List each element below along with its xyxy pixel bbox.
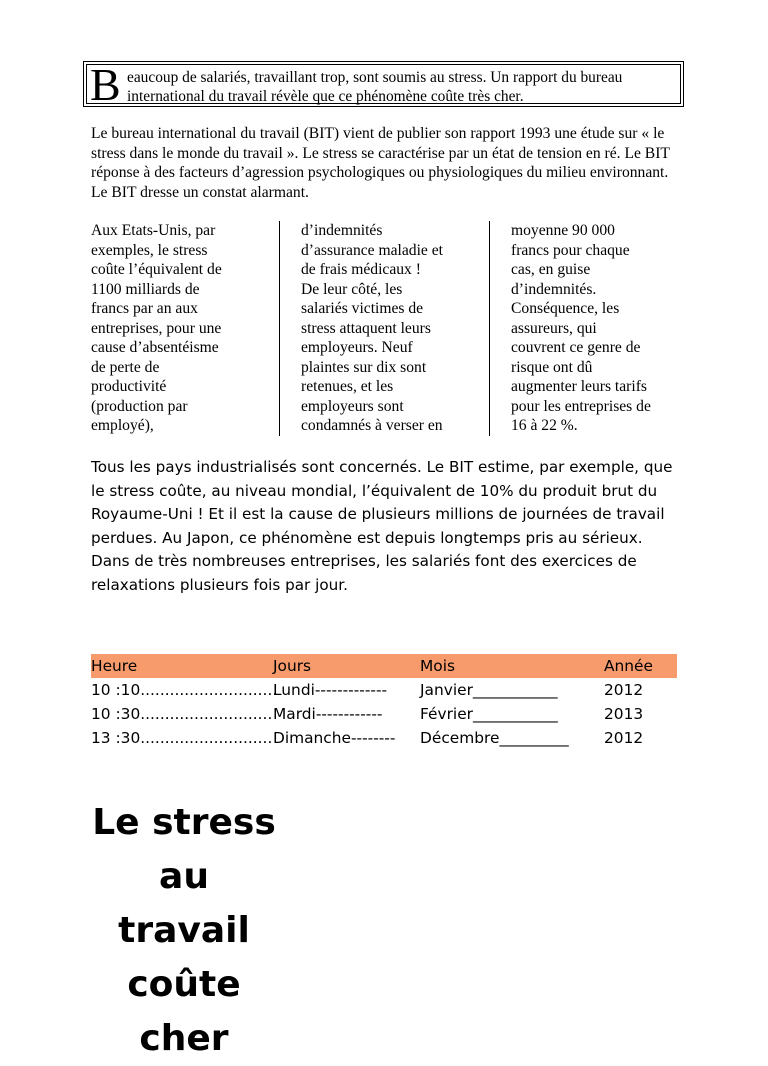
column-line: coûte l’équivalent de: [91, 261, 222, 278]
cell-mois: Décembre_________: [420, 729, 569, 747]
cell-heure: 13 :30...........................: [91, 729, 273, 747]
column-divider: [279, 221, 280, 436]
column-line: 1100 milliards de: [91, 280, 200, 298]
column-line: cas, en guise: [511, 261, 591, 278]
cell-mois: Février___________: [420, 705, 558, 723]
table-row: [91, 702, 677, 726]
column-line: Aux Etats-Unis, par: [91, 222, 216, 239]
column-line: couvrent ce genre de: [511, 339, 641, 356]
column-line: risque ont dû: [511, 358, 593, 376]
column-2: [301, 221, 481, 436]
column-line: (production par: [91, 397, 188, 415]
header-heure: Heure: [91, 657, 138, 675]
column-3: [511, 221, 686, 436]
page-title: [90, 796, 278, 1066]
title-line: coûte: [127, 964, 241, 1005]
column-line: productivité: [91, 378, 167, 395]
column-line: cause d’absentéisme: [91, 339, 219, 356]
column-line: plaintes sur dix sont: [301, 358, 427, 376]
column-line: exemples, le stress: [91, 241, 208, 259]
column-line: salariés victimes de: [301, 300, 424, 317]
title-line: Le stress: [92, 802, 276, 843]
column-line: employeurs. Neuf: [301, 339, 413, 356]
schedule-table: [91, 654, 677, 750]
cell-heure: 10 :10............................: [91, 681, 278, 699]
column-line: pour les entreprises de: [511, 397, 651, 415]
column-line: condamnés à verser en: [301, 417, 443, 434]
cell-mois: Janvier___________: [420, 681, 558, 699]
title-line: cher: [139, 1018, 229, 1059]
column-1: [91, 221, 271, 436]
header-annee: Année: [604, 657, 653, 675]
column-line: d’indemnités.: [511, 280, 597, 298]
column-line: moyenne 90 000: [511, 222, 615, 239]
intro-box: [83, 59, 684, 110]
column-line: francs par an aux: [91, 300, 198, 317]
title-line: au: [159, 856, 209, 897]
cell-jours: Mardi------------: [273, 705, 383, 723]
column-line: augmenter leurs tarifs: [511, 378, 647, 395]
table-row: [91, 678, 677, 702]
column-line: d’assurance maladie et: [301, 241, 444, 259]
cell-annee: 2012: [604, 681, 644, 699]
header-mois: Mois: [420, 657, 455, 675]
column-line: francs pour chaque: [511, 241, 630, 259]
column-line: employé),: [91, 417, 154, 434]
column-line: assureurs, qui: [511, 319, 597, 337]
column-line: employeurs sont: [301, 397, 404, 415]
column-divider: [489, 221, 490, 436]
column-line: d’indemnités: [301, 222, 383, 239]
column-line: 16 à 22 %.: [511, 417, 578, 434]
intro-inner-frame: [86, 59, 681, 110]
schedule-header-row: [91, 654, 677, 678]
column-line: De leur côté, les: [301, 280, 403, 298]
intro-text: eaucoup de salariés, travaillant trop, sont soumis au stress. Un rapport du bureau international du travail révèle que ce phénomène coûte très cher.: [127, 69, 623, 105]
cell-jours: Lundi-------------: [273, 681, 388, 699]
column-line: entreprises, pour une: [91, 319, 222, 337]
column-line: stress attaquent leurs: [301, 319, 431, 337]
lead-paragraph: Le bureau international du travail (BIT) vient de publier son rapport 1993 une étude sur « le stress dans le monde du travail ». Le stress se caractérise par un état de tension en ré. Le BIT réponse à des facteurs d’agression psychologiques ou physiologiques du milieu environnant. Le BIT dresse un constat alarmant.: [91, 125, 670, 201]
header-jours: Jours: [273, 657, 312, 675]
cell-annee: 2012: [604, 729, 644, 747]
column-line: de frais médicaux !: [301, 261, 421, 278]
drop-cap: B: [90, 59, 121, 110]
cell-heure: 10 :30...........................: [91, 705, 273, 723]
column-line: de perte de: [91, 358, 160, 376]
cell-jours: Dimanche--------: [273, 729, 396, 747]
title-line: travail: [118, 910, 250, 951]
column-line: Conséquence, les: [511, 300, 620, 317]
column-line: retenues, et les: [301, 378, 394, 395]
table-row: [91, 726, 677, 750]
cell-annee: 2013: [604, 705, 644, 723]
body-paragraph: Tous les pays industrialisés sont concernés. Le BIT estime, par exemple, que le stress coûte, au niveau mondial, l’équivalent de 10% du produit brut du Royaume-Uni ! Et il est la cause de plusieurs millions de journées de travail perdues. Au Japon, ce phénomène est depuis longtemps pris au sérieux. Dans de très nombreuses entreprises, les salariés font des exercices de relaxations plusieurs fois par jour.: [91, 458, 673, 594]
